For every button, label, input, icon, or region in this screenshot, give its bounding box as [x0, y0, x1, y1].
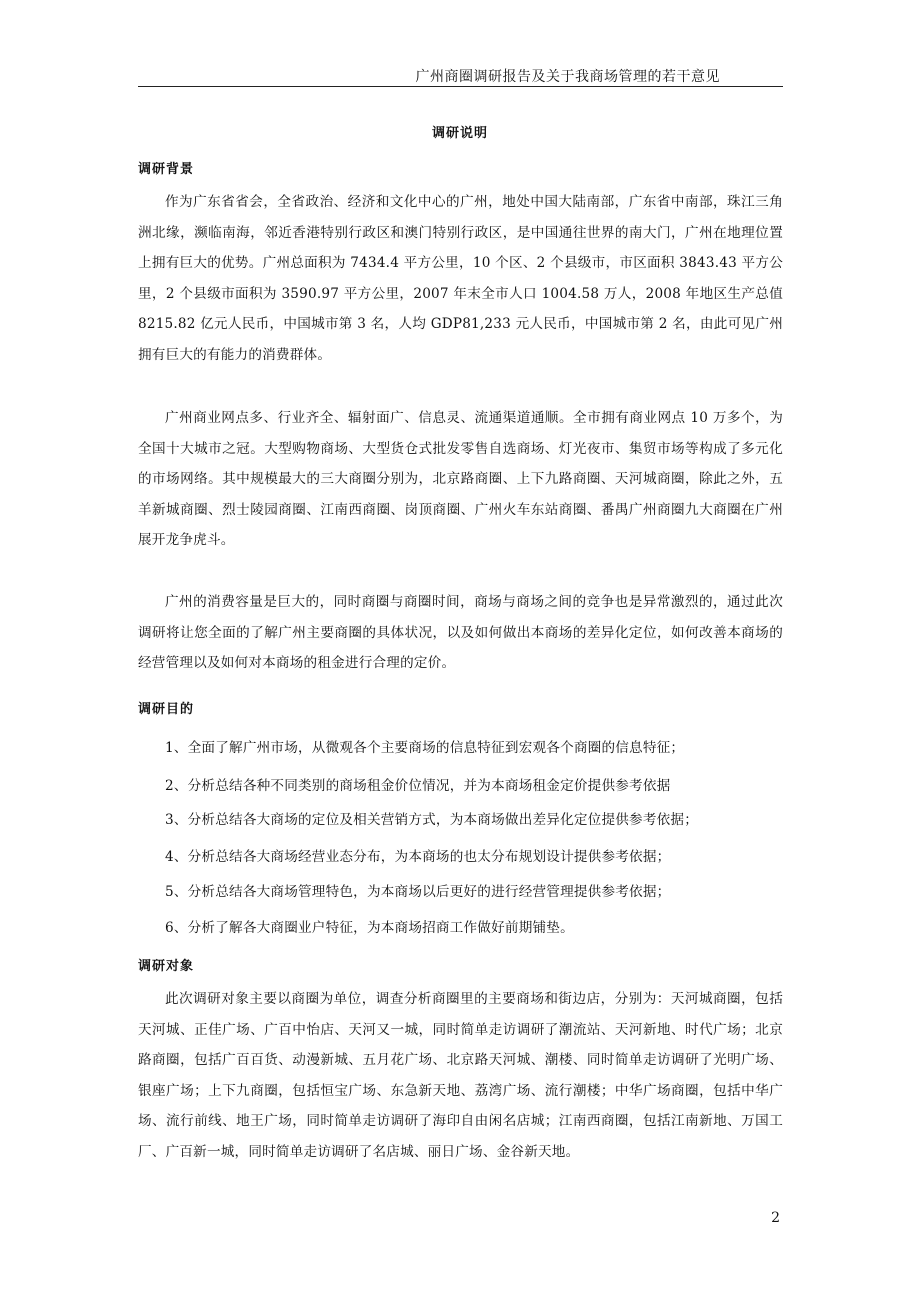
purpose-item: 6、分析了解各大商圈业户特征，为本商场招商工作做好前期铺垫。 [165, 920, 574, 936]
purpose-item: 3、分析总结各大商场的定位及相关营销方式，为本商场做出差异化定位提供参考依据； [165, 812, 699, 828]
objects-paragraph: 此次调研对象主要以商圈为单位，调查分析商圈里的主要商场和街边店，分别为：天河城商圈，包括天河城、正佳广场、广百中怡店、天河又一城，同时简单走访调研了潮流站、天河新地、时代广场；北京路商圈，包括广百百货、动漫新城、五月花广场、北京路天河城、潮楼、同时简单走访调研了光明广场、银座广场；上下九商圈，包括恒宝广场、东急新天地、荔湾广场、流行潮楼；中华广场商圈，包括中华广场、流行前线、地王广场，同时简单走访调研了海印自由闲名店城；江南西商圈，包括江南新地、万国工厂、广百新一城，同时简单走访调研了名店城、丽日广场、金谷新天地。 [138, 991, 783, 1160]
purpose-item: 5、分析总结各大商场管理特色，为本商场以后更好的进行经营管理提供参考依据； [165, 884, 671, 900]
purpose-item: 4、分析总结各大商场经营业态分布，为本商场的也太分布规划设计提供参考依据； [165, 849, 671, 865]
background-paragraph-1: 作为广东省省会，全省政治、经济和文化中心的广州，地处中国大陆南部，广东省中南部，珠江三角洲北缘，濒临南海，邻近香港特别行政区和澳门特别行政区，是中国通往世界的南大门，广州在地理位置上拥有巨大的优势。广州总面积为 7434.4 平方公里，10 个区、2 个县级市，市区面积 3843.43 平方公里，2 个县级市面积为 3590.97 平方公里，2007 年末全市人口 1004.58 万人，2008 年地区生产总值 8215.82 亿元人民币，中国城市第 3 名，人均 GDP81,233 元人民币，中国城市第 2 名，由此可见广州拥有巨大的有能力的消费群体。 [138, 194, 783, 363]
section-heading-objects: 调研对象 [138, 959, 195, 974]
section-heading-background: 调研背景 [138, 162, 195, 177]
document-title: 调研说明 [431, 126, 488, 141]
running-header: 广州商圈调研报告及关于我商场管理的若干意见 [415, 69, 720, 85]
page-number: 2 [771, 1210, 780, 1226]
background-paragraph-2: 广州商业网点多、行业齐全、辐射面广、信息灵、流通渠道通顺。全市拥有商业网点 10 万多个，为全国十大城市之冠。大型购物商场、大型货仓式批发零售自选商场、灯光夜市、集贸市场等构成了多元化的市场网络。其中规模最大的三大商圈分别为，北京路商圈、上下九路商圈、天河城商圈，除此之外，五羊新城商圈、烈士陵园商圈、江南西商圈、岗顶商圈、广州火车东站商圈、番禺广州商圈九大商圈在广州展开龙争虎斗。 [138, 410, 783, 548]
purpose-item: 2、分析总结各种不同类别的商场租金价位情况，并为本商场租金定价提供参考依据 [165, 778, 671, 794]
section-heading-purpose: 调研目的 [138, 702, 195, 717]
background-paragraph-3: 广州的消费容量是巨大的，同时商圈与商圈时间，商场与商场之间的竞争也是异常激烈的，通过此次调研将让您全面的了解广州主要商圈的具体状况，以及如何做出本商场的差异化定位，如何改善本商场的经营管理以及如何对本商场的租金进行合理的定价。 [138, 594, 783, 671]
header-rule [138, 86, 783, 87]
purpose-item: 1、全面了解广州市场，从微观各个主要商场的信息特征到宏观各个商圈的信息特征； [165, 740, 685, 756]
